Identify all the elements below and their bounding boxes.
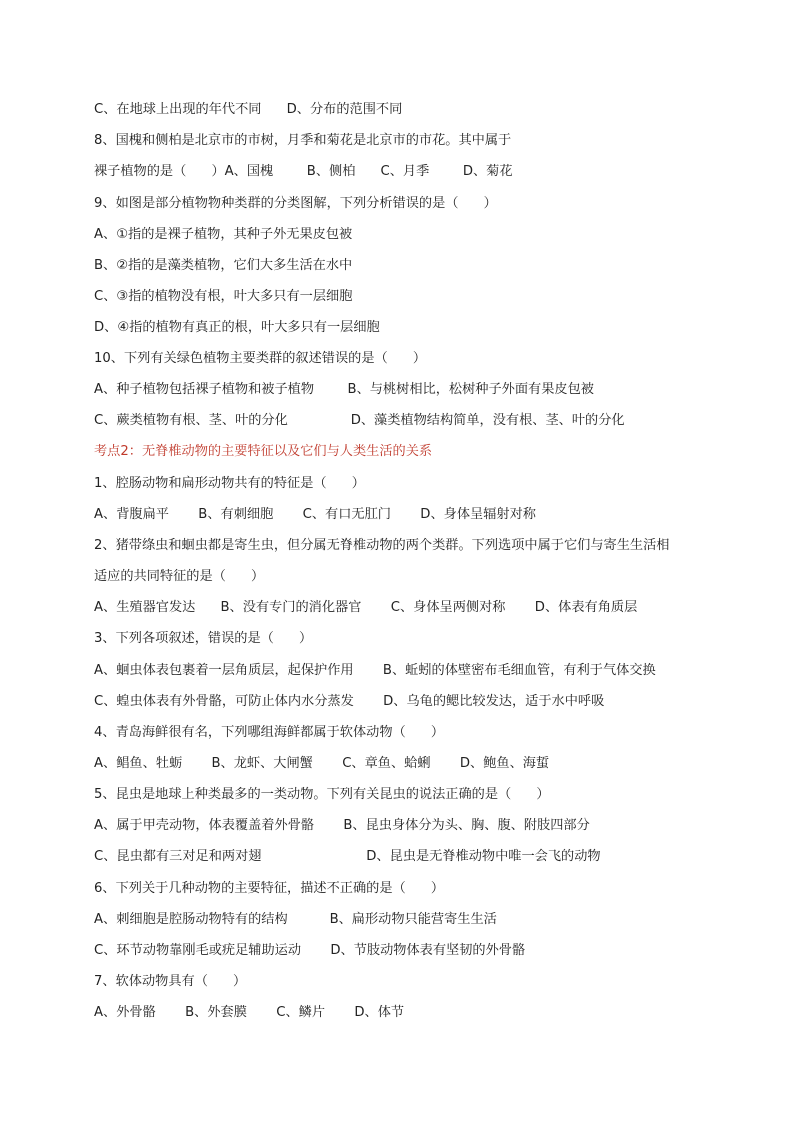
s2-q4-stem: 4、青岛海鲜很有名，下列哪组海鲜都属于软体动物（ ）: [94, 725, 445, 740]
s2-q1-stem: 1、腔肠动物和扁形动物共有的特征是（ ）: [94, 476, 365, 491]
s2-q2-options: A、生殖器官发达 B、没有专门的消化器官 C、身体呈两侧对称 D、体表有角质层: [94, 600, 638, 615]
q9-option-c: C、③指的植物没有根，叶大多只有一层细胞: [94, 289, 353, 304]
s2-q3-options-cd: C、蝗虫体表有外骨骼，可防止体内水分蒸发 D、乌龟的鳃比较发达，适于水中呼吸: [94, 694, 605, 709]
s2-q6-options-cd: C、环节动物靠刚毛或疣足辅助运动 D、节肢动物体表有坚韧的外骨骼: [94, 943, 526, 958]
q10-options-cd: C、蕨类植物有根、茎、叶的分化 D、藻类植物结构简单，没有根、茎、叶的分化: [94, 413, 625, 428]
s2-q4-options: A、鲳鱼、牡蛎 B、龙虾、大闸蟹 C、章鱼、蛤蜊 D、鲍鱼、海蜇: [94, 756, 550, 771]
q10-options-ab: A、种子植物包括裸子植物和被子植物 B、与桃树相比，松树种子外面有果皮包被: [94, 382, 594, 397]
q8-stem: 8、国槐和侧柏是北京市的市树，月季和菊花是北京市的市花。其中属于: [94, 133, 512, 148]
q9-option-a: A、①指的是裸子植物，其种子外无果皮包被: [94, 227, 353, 242]
q9-option-d: D、④指的植物有真正的根，叶大多只有一层细胞: [94, 320, 380, 335]
q8-options: 裸子植物的是（ ）A、国槐 B、侧柏 C、月季 D、菊花: [94, 164, 513, 179]
q10-stem: 10、下列有关绿色植物主要类群的叙述错误的是（ ）: [94, 351, 427, 366]
s2-q2-stem: 2、猪带绦虫和蛔虫都是寄生虫，但分属无脊椎动物的两个类群。下列选项中属于它们与寄生生活相: [94, 538, 670, 553]
section-heading: 考点2：无脊椎动物的主要特征以及它们与人类生活的关系: [94, 444, 433, 459]
s2-q5-options-cd: C、昆虫都有三对足和两对翅 D、昆虫是无脊椎动物中唯一会飞的动物: [94, 849, 601, 864]
s2-q3-stem: 3、下列各项叙述，错误的是（ ）: [94, 631, 313, 646]
s2-q7-options: A、外骨骼 B、外套膜 C、鳞片 D、体节: [94, 1005, 405, 1020]
s2-q5-options-ab: A、属于甲壳动物，体表覆盖着外骨骼 B、昆虫身体分为头、胸、腹、附肢四部分: [94, 818, 590, 833]
s2-q2-stem-cont: 适应的共同特征的是（ ）: [94, 569, 265, 584]
q7-options-cd: C、在地球上出现的年代不同 D、分布的范围不同: [94, 102, 403, 117]
s2-q5-stem: 5、昆虫是地球上种类最多的一类动物。下列有关昆虫的说法正确的是（ ）: [94, 787, 550, 802]
q9-stem: 9、如图是部分植物物种类群的分类图解，下列分析错误的是（ ）: [94, 196, 497, 211]
s2-q6-options-ab: A、刺细胞是腔肠动物特有的结构 B、扁形动物只能营寄生生活: [94, 912, 497, 927]
s2-q7-stem: 7、软体动物具有（ ）: [94, 974, 247, 989]
q9-option-b: B、②指的是藻类植物，它们大多生活在水中: [94, 258, 353, 273]
s2-q6-stem: 6、下列关于几种动物的主要特征，描述不正确的是（ ）: [94, 881, 445, 896]
s2-q1-options: A、背腹扁平 B、有刺细胞 C、有口无肛门 D、身体呈辐射对称: [94, 507, 536, 522]
s2-q3-options-ab: A、蛔虫体表包裹着一层角质层，起保护作用 B、蚯蚓的体壁密布毛细血管，有利于气体交换: [94, 663, 656, 678]
